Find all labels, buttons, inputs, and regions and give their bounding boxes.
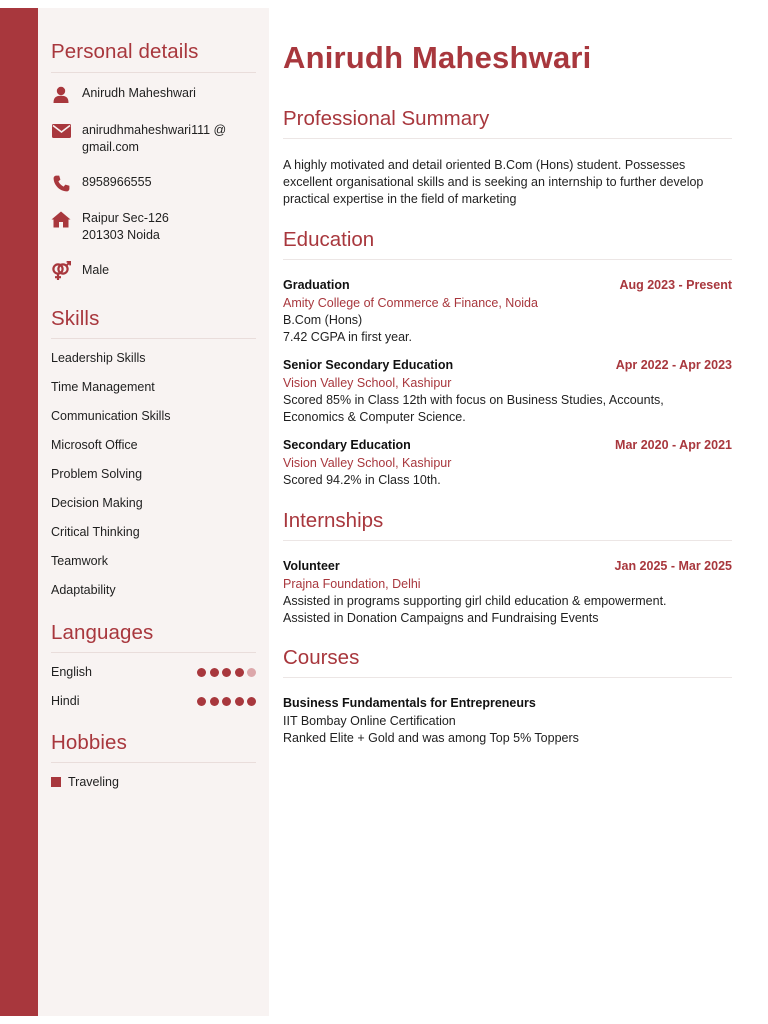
skill-item: Decision Making [51, 496, 143, 510]
skill-item: Adaptability [51, 583, 116, 597]
phone-icon [51, 174, 71, 192]
education-entry [283, 358, 732, 426]
entry-detail: IIT Bombay Online Certification [283, 714, 456, 728]
skill-item: Problem Solving [51, 467, 143, 481]
sidebar [38, 8, 269, 1016]
entry-date: Aug 2023 - Present [619, 278, 732, 292]
entry-organization: Amity College of Commerce & Finance, Noida [283, 296, 538, 310]
personal-email-row [51, 122, 256, 156]
language-row [51, 694, 256, 711]
envelope-icon [51, 122, 71, 140]
entry-organization: Prajna Foundation, Delhi [283, 577, 421, 591]
entry-title: Senior Secondary Education [283, 358, 454, 372]
entry-title: Volunteer [283, 559, 340, 573]
person-icon [51, 85, 71, 103]
entry-date: Mar 2020 - Apr 2021 [615, 438, 732, 452]
divider [51, 762, 256, 763]
personal-address-row [51, 210, 256, 244]
level-dot-filled [235, 697, 244, 706]
internship-entry [283, 559, 732, 627]
entry-detail: Ranked Elite + Gold and was among Top 5% Toppers [283, 731, 579, 745]
home-icon [51, 210, 71, 228]
language-name: Hindi [51, 694, 80, 708]
skills-heading: Skills [51, 307, 100, 330]
entry-title: Business Fundamentals for Entrepreneurs [283, 696, 536, 710]
level-dot-filled [210, 668, 219, 677]
divider [283, 540, 732, 541]
personal-email[interactable] [82, 122, 226, 156]
divider [283, 138, 732, 139]
email-line-1: anirudhmaheshwari111 @ [82, 123, 227, 137]
hobby-label: Traveling [68, 775, 119, 789]
divider [283, 677, 732, 678]
entry-organization: Vision Valley School, Kashipur [283, 376, 452, 390]
entry-date: Apr 2022 - Apr 2023 [615, 358, 732, 372]
language-name: English [51, 665, 92, 679]
candidate-name: Anirudh Maheshwari [283, 40, 592, 75]
entry-detail: Economics & Computer Science. [283, 410, 466, 424]
courses-heading: Courses [283, 646, 360, 669]
level-dot-filled [222, 697, 231, 706]
skill-item: Teamwork [51, 554, 108, 568]
skill-item: Leadership Skills [51, 351, 146, 365]
skill-item: Communication Skills [51, 409, 171, 423]
entry-organization: Vision Valley School, Kashipur [283, 456, 452, 470]
address-line-1: Raipur Sec-126 [82, 211, 169, 225]
personal-phone-row [51, 174, 256, 192]
skill-item: Microsoft Office [51, 438, 138, 452]
entry-detail: B.Com (Hons) [283, 313, 363, 327]
skill-item: Time Management [51, 380, 155, 394]
personal-phone: 8958966555 [82, 175, 152, 189]
hobby-item [51, 775, 119, 789]
entry-detail: 7.42 CGPA in first year. [283, 330, 412, 344]
gender-icon [51, 262, 71, 280]
personal-name-row [51, 85, 256, 103]
language-level [194, 668, 256, 677]
level-dot-filled [210, 697, 219, 706]
personal-address [82, 210, 169, 244]
education-entry [283, 278, 732, 346]
language-level [194, 697, 256, 706]
level-dot-filled [197, 668, 206, 677]
personal-gender-row [51, 262, 256, 280]
course-entry [283, 696, 732, 747]
languages-heading: Languages [51, 621, 154, 644]
internships-heading: Internships [283, 509, 384, 532]
education-entry [283, 438, 732, 489]
personal-name: Anirudh Maheshwari [82, 86, 196, 100]
level-dot-filled [197, 697, 206, 706]
divider [51, 72, 256, 73]
entry-detail: Scored 85% in Class 12th with focus on Business Studies, Accounts, [283, 393, 664, 407]
personal-gender: Male [82, 263, 110, 277]
entry-title: Secondary Education [283, 438, 411, 452]
hobbies-heading: Hobbies [51, 731, 127, 754]
divider [51, 652, 256, 653]
summary-heading: Professional Summary [283, 107, 490, 130]
language-row [51, 665, 256, 682]
level-dot-filled [247, 697, 256, 706]
entry-detail: Assisted in programs supporting girl child education & empowerment. [283, 594, 667, 608]
divider [283, 259, 732, 260]
address-line-2: 201303 Noida [82, 228, 160, 242]
accent-stripe [0, 8, 38, 1016]
entry-detail: Scored 94.2% in Class 10th. [283, 473, 441, 487]
entry-title: Graduation [283, 278, 350, 292]
education-heading: Education [283, 228, 375, 251]
email-line-2: gmail.com [82, 140, 139, 154]
divider [51, 338, 256, 339]
entry-detail: Assisted in Donation Campaigns and Fundraising Events [283, 611, 599, 625]
skill-item: Critical Thinking [51, 525, 140, 539]
level-dot-empty [247, 668, 256, 677]
bullet-square-icon [51, 777, 61, 787]
summary-text: A highly motivated and detail oriented B.Com (Hons) student. Possesses excellent organisational skills and is seeking an internship to further develop practical expertise in the field of marketing [283, 158, 704, 206]
personal-details-heading: Personal details [51, 40, 199, 63]
level-dot-filled [222, 668, 231, 677]
level-dot-filled [235, 668, 244, 677]
entry-date: Jan 2025 - Mar 2025 [614, 559, 732, 573]
